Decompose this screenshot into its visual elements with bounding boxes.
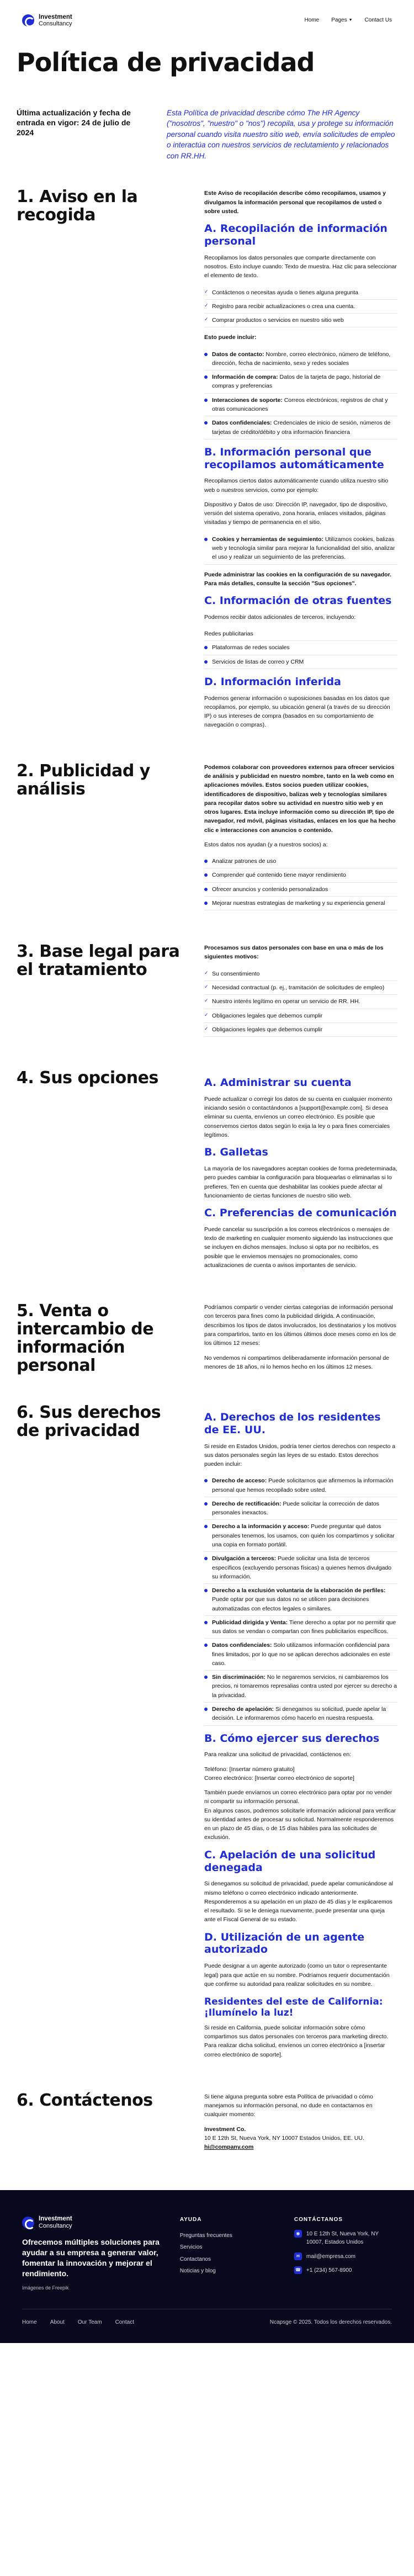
list-item: Plataformas de redes sociales [204,641,397,655]
list-item: Redes publicitarias [204,627,397,641]
section-legal-basis [0,942,414,1042]
site-footer [0,2190,414,2343]
list-item: ✓ Obligaciones legales que debemos cumplir [204,1023,397,1037]
nav-pages[interactable]: Pages ▼ [331,17,353,24]
list-item: Información de compra: Datos de la tarjeta de pago, historial de compras y preferencias [204,370,397,394]
list-item: Derecho de acceso: Puede solicitarnos que afirmemos la información personal que hemos recopilado sobre usted. [204,1474,397,1497]
footer-link[interactable]: Contactanos [179,2256,211,2262]
footer-bottom-link[interactable]: Home [22,2319,37,2325]
subheading: A. Derechos de los residentes de EE. UU. [204,1411,381,1436]
paragraph: Si reside en California, puede solicitar información sobre cómo compartimos sus datos personales con terceros para marketing directo. Para realizar dicha solicitud, envíenos un correo electrónico a [insertar correo electrónico de soporte]. [204,2024,389,2058]
location-icon: ◉ [294,2230,302,2238]
list-item: Datos confidenciales: Credenciales de inicio de sesión, números de tarjetas de crédito/débito y otra información financiera [204,416,397,439]
image-credit[interactable]: Imágenes de Freepik [22,2285,69,2291]
company-address: 10 E 12th St, Nueva York, NY 10007 Estados Unidos, EE. UU. [204,2134,364,2142]
subheading: B. Información personal que recopilamos automáticamente [204,446,384,471]
list-item: Interacciones de soporte: Correos electrónicos, registros de chat y otras comunicaciones [204,394,397,417]
subheading: A. Administrar su cuenta [204,1077,352,1089]
list-item: Analizar patrones de uso [204,855,397,868]
subheading: C. Apelación de una solicitud denegada [204,1848,376,1874]
list [204,1474,397,1725]
section-contact [0,2091,414,2158]
section-choices [0,1069,414,1275]
list-item: Comprender qué contenido tiene mayor rendimiento [204,868,397,882]
list-item: ✓ Contáctenos o necesitas ayuda o tienes alguna pregunta [204,286,397,300]
nav-home[interactable]: Home [304,17,320,24]
copyright: Ncapsge © 2025. Todos los derechos reservados. [269,2319,392,2325]
list-item: ✓ Su consentimiento [204,967,397,981]
section-rights [0,1403,414,2065]
list-item: ✓ Necesidad contractual (p. ej., tramitación de solicitudes de empleo) [204,981,397,995]
logo-icon [22,2217,34,2229]
paragraph: Recopilamos los datos personales que comparte directamente con nosotros. Esto incluye cuando: Texto de muestra. Haz clic para seleccionar el elemento de texto. [204,254,397,279]
list [204,348,397,439]
list-item: Divulgación a terceros: Puede solicitar una lista de terceros específicos (excluyendo personas físicas) a quienes hemos divulgado su información. [204,1552,397,1584]
section-lead: Procesamos sus datos personales con base en una o más de los siguientes motivos: [204,945,384,961]
footer-link[interactable]: Noticias y blog [179,2268,216,2275]
paragraph: Teléfono: [Insertar número gratuito] Correo electrónico: [Insertar correo electrónico de soporte] [204,1766,354,1782]
footer-link[interactable]: Servicios [179,2244,203,2251]
list [204,286,397,328]
page-title: Política de privacidad [17,47,315,77]
subheading: C. Preferencias de comunicación [204,1207,397,1220]
list-item: Derecho a la exclusión voluntaria de la elaboración de perfiles: Puede optar por que sus datos no se utilicen para decisiones automatizadas con efectos legales o similares. [204,1584,397,1616]
list-item: Derecho de apelación: Si denegamos su solicitud, puede apelar la decisión. Le informaremos cómo hacerlo en nuestra respuesta. [204,1703,397,1726]
paragraph: No vendemos ni compartimos deliberadamente información personal de menores de 18 años, ni lo hemos hecho en los últimos 12 meses. [204,1354,390,1370]
company-name: Investment Co. [204,2126,246,2133]
section-heading: 4. Sus opciones [17,1068,158,1088]
paragraph: Si reside en Estados Unidos, podría tener ciertos derechos con respecto a sus datos personales según las leyes de su estado. Estos derechos pueden incluir: [204,1443,396,1468]
list-item: Mejorar nuestras estrategias de marketing y su experiencia general [204,897,397,910]
list-item: Servicios de listas de correo y CRM [204,655,397,669]
paragraph: Para realizar una solicitud de privacidad, contáctenos en: [204,1751,352,1758]
footer-phone[interactable]: +1 (234) 567-8900 [306,2267,352,2274]
footer-logo[interactable] [22,2215,163,2229]
subheading: A. Recopilación de información personal [204,222,388,247]
brand-subtitle: Consultancy [39,2223,72,2230]
section-heading: 6. Contáctenos [17,2090,153,2110]
section-lead: Este Aviso de recopilación describe cómo recopilamos, usamos y divulgamos la información personal que recopilamos de usted o sobre usted. [204,190,386,215]
paragraph: Podríamos compartir o vender ciertas categorías de información personal con terceros para fines como la publicidad dirigida. A continuación, describimos los tipos de datos involucrados, los destinatarios y los motivos para compartirlos, tanto en los últimos últimos doce meses como en los de los últimos 12 meses: [204,1304,396,1347]
subheading: D. Información inferida [204,675,341,688]
effective-date: Última actualización y fecha de entrada en vigor: 24 de julio de 2024 [17,108,131,137]
mail-icon: ✉ [294,2252,302,2260]
paragraph: Si denegamos su solicitud de privacidad, puede apelar comunicándose al mismo teléfono o correo electrónico indicado anteriormente. Responderemos a su apelación en un plazo de 45 días y le explicaremos el resultado. Si se le deniega nuevamente, puede presentar una queja ante el Fiscal General de su estado. [204,1880,394,1923]
logo-icon [22,14,34,26]
section-heading: 3. Base legal para el tratamiento [17,942,180,980]
list [204,855,397,910]
subheading: D. Utilización de un agente autorizado [204,1931,365,1956]
list-item: Derecho a la información y acceso: Puede preguntar qué datos personales tenemos, los usamos, con quién los compartimos y solicitar una copia en formato portátil. [204,1520,397,1552]
list [204,533,397,565]
list-item: ✓ Nuestro interés legítimo en operar un servicio de RR. HH. [204,995,397,1009]
footer-tagline: Ofrecemos múltiples soluciones para ayudar a su empresa a generar valor, fomentar la innovación y mejorar el rendimiento. [22,2238,160,2278]
list-item: Publicidad dirigida y Venta: Tiene derecho a optar por no permitir que sus datos se vendan o compartan con fines publicitarios específicos. [204,1616,397,1639]
paragraph: La mayoría de los navegadores aceptan cookies de forma predeterminada, pero puedes cambiar la configuración para bloquearlas o eliminarlas si lo prefieres. Ten en cuenta que deshabilitar las cookies puede afectar al funcionamiento de ciertas funciones de nuestro sitio web. [204,1165,397,1199]
list-item: Datos confidenciales: Solo utilizamos información confidencial para fines limitados, por lo que no se aplican derechos adicionales en este caso. [204,1639,397,1671]
footer-address: 10 E 12th St, Nueva York, NY 10007, Estados Unidos [306,2230,379,2246]
footer-contact [294,2215,392,2292]
paragraph: También puede envíarnos un correo electrónico para optar por no vender ni compartir su información personal. En algunos casos, podremos solicitarle información adicional para verificar su identidad antes de procesar su solicitud. Normalmente responderemos en un plazo de 45 días, o de 15 días hábiles para las solicitudes de exclusión. [204,1789,396,1841]
paragraph: Dispositivo y Datos de uso: Dirección IP, navegador, tipo de dispositivo, versión del sistema operativo, zona horaria, enlaces visitados, páginas visitadas y tiempo de permanencia en el sitio. [204,501,388,526]
paragraph: Puede administrar las cookies en la configuración de su navegador. Para más detalles, consulte la sección "Sus opciones". [204,571,392,587]
list-item: ✓ Registro para recibir actualizaciones o crea una cuenta. [204,300,397,314]
nav-contact[interactable]: Contact Us [364,17,392,24]
section-notice [0,188,414,735]
contact-email-link[interactable]: hi@company.com [204,2144,254,2151]
intro-text: Esta Política de privacidad describe cómo The HR Agency ("nosotros", "nuestro" o "nos") recopila, usa y protege su información personal cuando visita nuestro sitio web, envía solicitudes de empleo o interactúa con nuestros servicios de reclutamiento y relacionados con RR.HH. [167,108,395,160]
list-item: Ofrecer anuncios y contenido personalizados [204,883,397,897]
section-sale [0,1302,414,1377]
section-heading: 2. Publicidad y análisis [17,761,150,799]
list-item: Cookies y herramientas de seguimiento: Utilizamos cookies, balizas web y tecnología similar para mejorar la funcionalidad del sitio, analizar el uso y realizar un seguimiento de las preferencias. [204,533,397,565]
paragraph: Podemos recibir datos adicionales de terceros, incluyendo: [204,613,356,621]
footer-column-title: CONTÁCTANOS [294,2217,343,2223]
subheading: Residentes del este de California: ¡Ilumínelo la luz! [204,1996,383,2019]
section-heading: 5. Venta o intercambio de información personal [17,1301,154,1376]
paragraph: Podemos generar información o suposiciones basadas en los datos que recopilamos, por ejemplo, su ubicación general (a través de su dirección IP) o sus intereses de compra (basados en su comportamiento de navegación o compras). [204,695,390,729]
intro [0,77,414,162]
list-item: Derecho de rectificación: Puede solicitar la corrección de datos personales inexactos. [204,1497,397,1520]
logo[interactable] [22,14,72,28]
subheading: C. Información de otras fuentes [204,595,392,607]
brand-subtitle: Consultancy [39,20,72,28]
phone-icon: ☎ [294,2266,302,2274]
footer-help [180,2215,278,2292]
paragraph: Esto puede incluir: [204,334,257,341]
footer-column-title: AYUDA [179,2217,202,2223]
main-nav [305,16,392,25]
chevron-down-icon: ▼ [348,18,353,22]
paragraph: Puede cancelar su suscripción a los correos electrónicos o mensajes de texto de marketing en cualquier momento siguiendo las instrucciones que se incluyen en dichos mensajes. Incluso si opta por no recibirlos, es posible que le enviemos mensajes no promocionales, como actualizaciones de cuenta o avisos importantes de servicio. [204,1226,394,1269]
paragraph: Si tiene alguna pregunta sobre esta Política de privacidad o cómo manejamos su información personal, no dude en contactarnos en cualquier momento: [204,2093,373,2118]
list-item: Datos de contacto: Nombre, correo electrónico, número de teléfono, dirección, fecha de nacimiento, sexo y redes sociales [204,348,397,371]
section-lead: Podemos colaborar con proveedores externos para ofrecer servicios de análisis y publicidad en nuestro nombre, tanto en la web como en aplicaciones móviles. Estos socios pueden utilizar cookies, identificadores de dispositivo, balizas web y tecnologías similares para recopilar datos sobre su actividad en nuestro sitio web y en otros lugares. Esta incluye información como su dirección IP, tipo de navegador, red móvil, páginas visitadas, enlaces en los que ha hecho clic e interacciones con anuncios o contenido. [204,764,396,834]
brand-name: Investment [39,2215,72,2223]
list-item: Sin discriminación: No le negaremos servicios, ni cambiaremos los precios, ni tomaremos represalias contra usted por ejercer su derecho a la privacidad. [204,1671,397,1703]
paragraph: Estos datos nos ayudan (y a nuestros socios) a: [204,841,328,848]
section-heading: 6. Sus derechos de privacidad [17,1403,161,1441]
footer-bottom-link[interactable]: Our Team [77,2319,102,2325]
paragraph: Recopilamos ciertos datos automáticamente cuando utiliza nuestro sitio web o nuestros servicios, como por ejemplo: [204,478,389,494]
brand-name: Investment [39,13,72,20]
footer-email[interactable]: mail@empresa.com [306,2253,355,2260]
footer-bottom-link[interactable]: About [50,2319,65,2325]
subheading: B. Galletas [204,1146,268,1159]
list [204,627,397,669]
site-header [0,0,414,41]
paragraph: Puede actualizar o corregir los datos de su cuenta en cualquier momento iniciando sesión o contactándonos a [support@example.com]. Si desea eliminar su cuenta, envíenos un correo electrónico. Es posible que conservemos ciertos datos según lo exija la ley o para fines comerciales legítimos. [204,1095,392,1138]
section-heading: 1. Aviso en la recogida [17,187,138,225]
subheading: B. Cómo ejercer sus derechos [204,1732,380,1745]
list [204,967,397,1037]
section-advertising [0,762,414,916]
paragraph: Puede designar a un agente autorizado (como un tutor o representante legal) para que actúe en su nombre. Podríamos requerir documentación que confirme su autoridad para realizar solicitudes en su nombre. [204,1963,390,1987]
list-item: ✓ Obligaciones legales que debemos cumplir [204,1009,397,1023]
list-item: ✓ Comprar productos o servicios en nuestro sitio web [204,314,397,327]
footer-bottom-link[interactable]: Contact [115,2319,135,2325]
footer-link[interactable]: Preguntas frecuentes [179,2232,232,2239]
